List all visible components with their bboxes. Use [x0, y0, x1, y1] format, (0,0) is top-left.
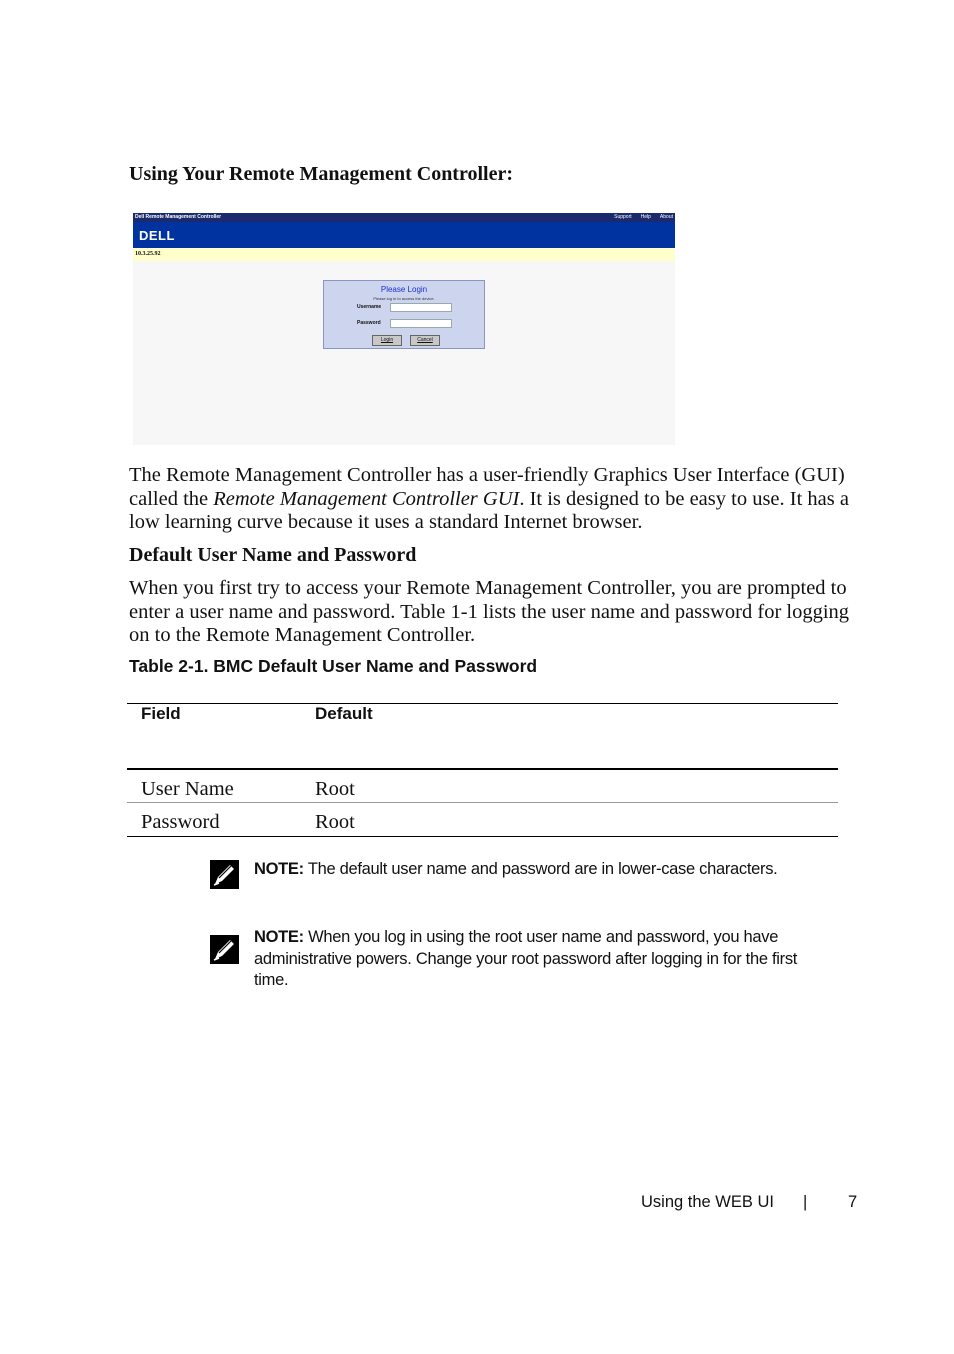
dell-logo: DELL [139, 228, 175, 243]
screenshot-title-bar [133, 213, 675, 222]
screenshot-app-title: Dell Remote Management Controller [135, 214, 222, 220]
cell-field-username: User Name [141, 778, 234, 800]
username-label: Username [357, 304, 382, 310]
screenshot-link-about: About [659, 214, 673, 220]
cancel-button: Cancel [410, 335, 440, 346]
pencil-note-icon [210, 935, 239, 964]
login-subtitle: Please log in to access the device. [373, 296, 435, 301]
access-paragraph: When you first try to access your Remote Management Controller, you are prompted to enter a user name and password. Table 1-1 lists the user name and password for logging on to the Remote Management Controller. [129, 577, 850, 646]
cell-field-password: Password [141, 811, 220, 833]
screenshot-banner [133, 222, 675, 248]
section-heading: Using Your Remote Management Controller: [129, 163, 514, 185]
page-number: 7 [848, 1193, 858, 1211]
intro-paragraph [129, 464, 869, 535]
username-field [390, 303, 452, 312]
pencil-note-icon [210, 860, 239, 889]
screenshot-ip-bar [133, 248, 675, 261]
screenshot-link-help: Help [640, 214, 651, 220]
table-row-rule [127, 802, 838, 803]
table-caption: Table 2-1. BMC Default User Name and Password [129, 656, 538, 676]
header-default: Default [315, 704, 373, 723]
intro-emphasis: Remote Management Controller GUI [213, 487, 520, 510]
intro-text-after: . It is designed to be easy to use. It has a low learning curve because it uses a standard Internet browser. [129, 487, 849, 533]
screenshot-ip: 10.3.25.92 [135, 251, 161, 257]
password-label: Password [357, 320, 381, 326]
table-top-rule [127, 703, 838, 704]
header-field: Field [141, 704, 181, 723]
login-dialog [323, 280, 485, 349]
note-lowercase [254, 859, 814, 881]
login-title: Please Login [380, 285, 428, 294]
note-root-powers [254, 927, 814, 992]
screenshot-link-support: Support [614, 214, 632, 220]
password-field [390, 319, 452, 328]
login-screenshot [133, 213, 675, 445]
footer-section-title: Using the WEB UI [641, 1193, 774, 1211]
table-header-rule [127, 768, 838, 770]
cell-default-password: Root [315, 811, 355, 833]
cell-default-username: Root [315, 778, 355, 800]
note-text: The default user name and password are in lower-case characters. [303, 860, 778, 878]
note-text: When you log in using the root user name and password, you have administrative powers. Change your root password after logging in for the first time. [254, 928, 798, 989]
table-bottom-rule [127, 836, 838, 837]
subheading: Default User Name and Password [129, 544, 417, 566]
intro-text-before: The Remote Management Controller has a user-friendly Graphics User Interface (GUI) called the [129, 464, 845, 510]
note-label: NOTE: [254, 928, 304, 946]
login-button: Login [372, 335, 402, 346]
note-label: NOTE: [254, 860, 304, 878]
footer-separator: | [803, 1193, 808, 1211]
